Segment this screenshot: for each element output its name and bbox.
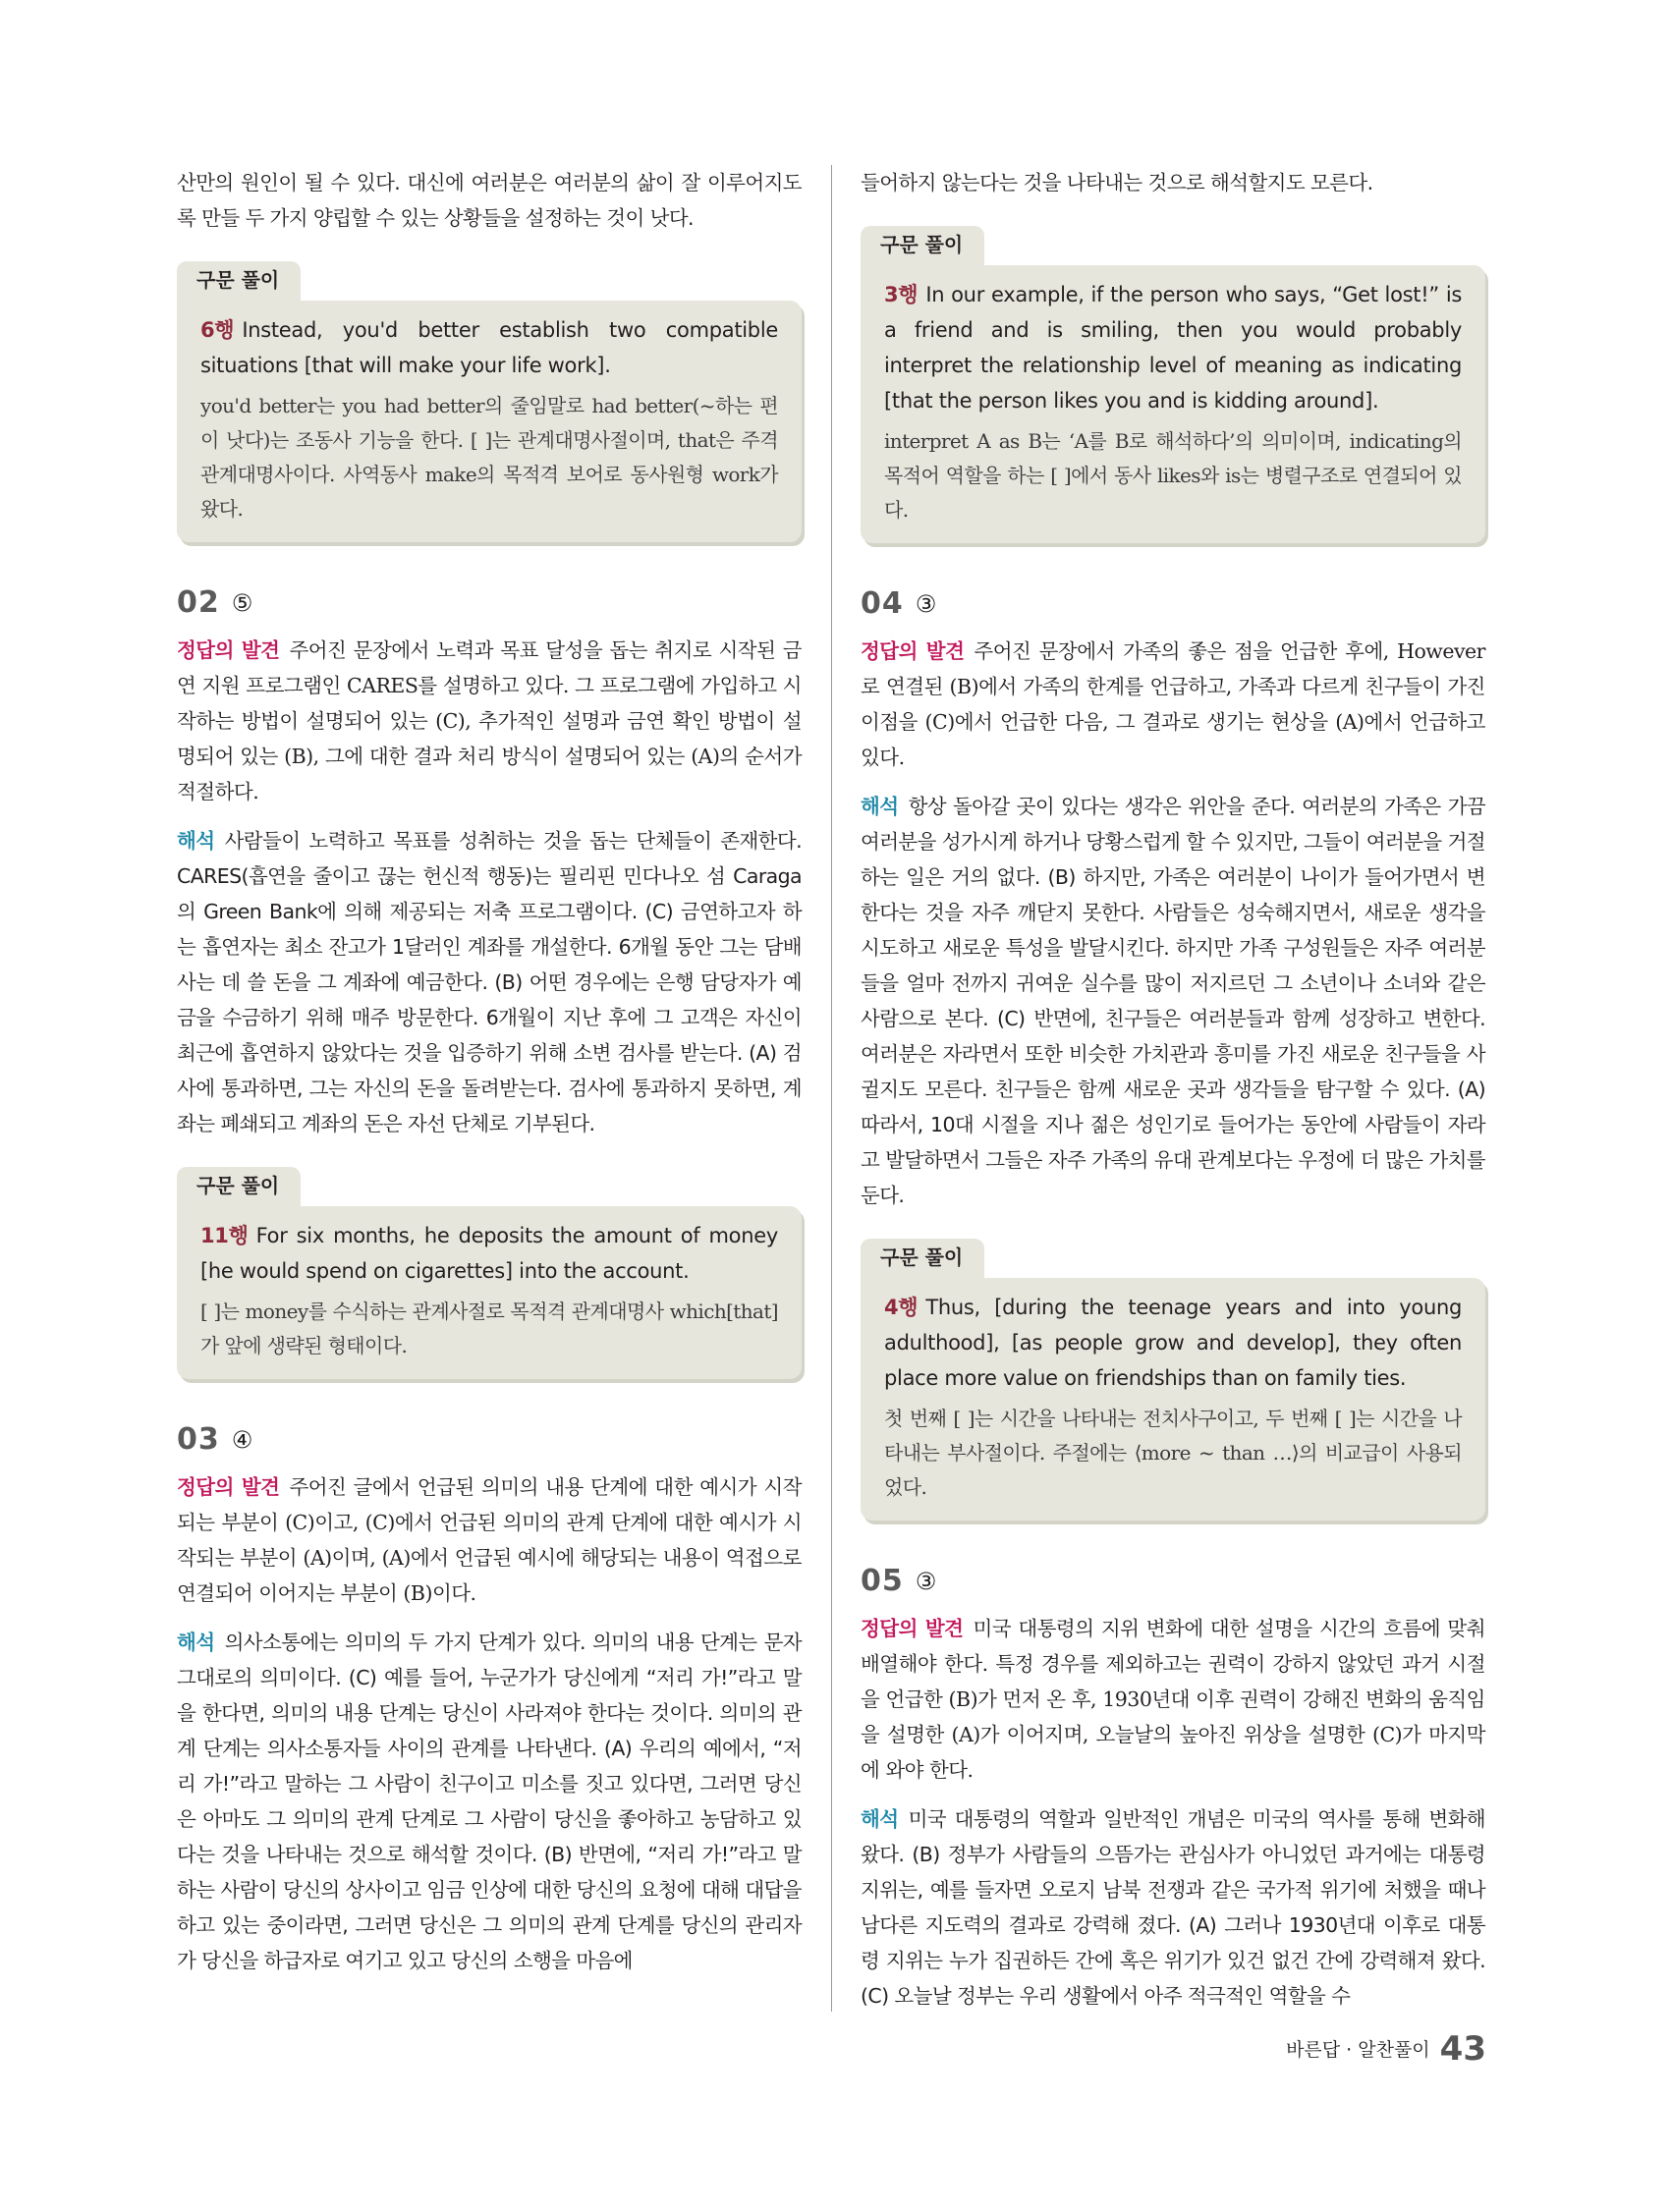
syntax-box-body: [177, 301, 802, 542]
line-ref: 6행: [200, 318, 235, 342]
syntax-korean: 첫 번째 [ ]는 시간을 나타내는 전치사구이고, 두 번째 [ ]는 시간을 나타내는 부사절이다. 주절에는 ⟨more ~ than …⟩의 비교급이 사용되었다.: [884, 1407, 1462, 1499]
syntax-english: 3행 In our example, if the person who says, “Get lost!” is a friend and is smiling, then you would probably interpret the relationship level of meaning as indicating [that the person likes you and is kidding around].: [884, 283, 1462, 413]
syntax-box-title: 구문 풀이: [861, 1239, 984, 1278]
syntax-korean: interpret A as B는 ‘A를 B로 해석하다’의 의미이며, indicating의 목적어 역할을 하는 [ ]에서 동사 likes와 is는 병렬구조로 연결되어 있다.: [884, 429, 1462, 522]
answer-explanation: 정답의 발견 미국 대통령의 지위 변화에 대한 설명을 시간의 흐름에 맞춰 배열해야 한다. 특정 경우를 제외하고는 권력이 강하지 않았던 과거 시절을 언급한 (B)가 먼저 온 후, 1930년대 이후 권력이 강해진 변화의 움직임을 설명한 (A)가 이어지며, 오늘날의 높아진 위상을 설명한 (C)가 마지막에 와야 한다.: [861, 1617, 1486, 1782]
syntax-english: 6행 Instead, you'd better establish two compatible situations [that will make your life work].: [200, 318, 778, 377]
syntax-english: 4행 Thus, [during the teenage years and into young adulthood], [as people grow and develop], they often place more value on friendships than on family ties.: [884, 1296, 1462, 1390]
question-answer: ③: [915, 589, 937, 618]
question-number: 03: [177, 1422, 220, 1457]
syntax-box-body: [861, 1278, 1485, 1521]
question-header-02: [177, 585, 802, 625]
question-answer: ④: [231, 1425, 253, 1454]
question-header-04: [861, 586, 1485, 626]
answer-explanation: 정답의 발견 주어진 문장에서 가족의 좋은 점을 언급한 후에, However로 연결된 (B)에서 가족의 한계를 언급하고, 가족과 다르게 친구들이 가진 이점을 (C)에서 언급한 다음, 그 결과로 생기는 현상을 (A)에서 언급하고 있다.: [861, 639, 1485, 769]
syntax-box-1: [177, 261, 802, 542]
question-number: 05: [861, 1564, 904, 1598]
syntax-box-3: [861, 226, 1485, 543]
footer-label: 바른답 · 알찬풀이: [1286, 2039, 1430, 2061]
syntax-korean: [ ]는 money를 수식하는 관계사절로 목적격 관계대명사 which[that]가 앞에 생략된 형태이다.: [200, 1300, 778, 1357]
answer-explanation: 정답의 발견 주어진 문장에서 노력과 목표 달성을 돕는 취지로 시작된 금연 지원 프로그램인 CARES를 설명하고 있다. 그 프로그램에 가입하고 시작하는 방법이 설명되어 있는 (C), 추가적인 설명과 금연 확인 방법이 설명되어 있는 (B), 그에 대한 결과 처리 방식이 설명되어 있는 (A)의 순서가 적절하다.: [177, 638, 803, 803]
translation-label: 해석: [177, 829, 215, 853]
translation: 해석 항상 돌아갈 곳이 있다는 생각은 위안을 준다. 여러분의 가족은 가끔 여러분을 성가시게 하거나 당황스럽게 할 수 있지만, 그들이 여러분을 거절하는 일은 거의 없다. (B) 하지만, 가족은 여러분이 나이가 들어가면서 변한다는 것을 자주 깨닫지 못한다. 사람들은 성숙해지면서, 새로운 생각을 시도하고 새로운 특성을 발달시킨다. 하지만 가족 구성원들은 자주 여러분들을 얼마 전까지 귀여운 실수를 많이 저지르던 그 소년이나 소녀와 같은 사람으로 본다. (C) 반면에, 친구들은 여러분들과 함께 성장하고 변한다. 여러분은 자라면서 또한 비슷한 가치관과 흥미를 가진 새로운 친구들을 사귈지도 모른다. 친구들은 함께 새로운 곳과 생각들을 탐구할 수 있다. (A) 따라서, 10대 시절을 지나 젊은 성인기로 들어가는 동안에 사람들이 자라고 발달하면서 그들은 자주 가족의 유대 관계보다는 우정에 더 많은 가치를 둔다.: [861, 795, 1485, 1207]
left-intro: 산만의 원인이 될 수 있다. 대신에 여러분은 여러분의 삶이 잘 이루어지도록 만들 두 가지 양립할 수 있는 상황들을 설정하는 것이 낫다.: [177, 171, 802, 230]
question-header-03: [177, 1422, 802, 1462]
syntax-box-4: [861, 1239, 1485, 1521]
answer-label: 정답의 발견: [177, 1475, 280, 1499]
right-column: [861, 165, 1485, 2014]
line-ref: 4행: [884, 1296, 919, 1319]
question-header-05: [861, 1564, 1485, 1603]
page-footer: [1286, 2029, 1486, 2069]
answer-explanation: 정답의 발견 주어진 글에서 언급된 의미의 내용 단계에 대한 예시가 시작되는 부분이 (C)이고, (C)에서 언급된 의미의 관계 단계에 대한 예시가 시작되는 부분이 (A)이며, (A)에서 언급된 예시에 해당되는 내용이 역접으로 연결되어 이어지는 부분이 (B)이다.: [177, 1475, 803, 1605]
question-answer: ⑤: [231, 588, 253, 617]
question-answer: ③: [915, 1567, 937, 1595]
syntax-box-body: [177, 1206, 802, 1379]
syntax-box-title: 구문 풀이: [861, 226, 984, 265]
syntax-box-title: 구문 풀이: [177, 261, 301, 301]
line-ref: 11행: [200, 1224, 249, 1247]
question-number: 04: [861, 586, 904, 621]
syntax-box-2: [177, 1167, 802, 1379]
syntax-box-title: 구문 풀이: [177, 1167, 301, 1206]
line-ref: 3행: [884, 283, 919, 306]
answer-label: 정답의 발견: [177, 638, 280, 662]
question-number: 02: [177, 585, 220, 620]
translation: 해석 미국 대통령의 역할과 일반적인 개념은 미국의 역사를 통해 변화해 왔다. (B) 정부가 사람들의 으뜸가는 관심사가 아니었던 과거에는 대통령 지위는, 예를 들자면 오로지 남북 전쟁과 같은 국가적 위기에 처했을 때나 남다른 지도력의 결과로 강력해 졌다. (A) 그러나 1930년대 이후로 대통령 지위는 누가 집권하든 간에 혹은 위기가 있건 없건 간에 강력해져 왔다. (C) 오늘날 정부는 우리 생활에서 아주 적극적인 역할을 수: [861, 1807, 1485, 2008]
right-intro: 들어하지 않는다는 것을 나타내는 것으로 해석할지도 모른다.: [861, 171, 1373, 194]
translation: 해석 의사소통에는 의미의 두 가지 단계가 있다. 의미의 내용 단계는 문자 그대로의 의미이다. (C) 예를 들어, 누군가가 당신에게 “저리 가!”라고 말을 한다면, 의미의 내용 단계는 당신이 사라져야 한다는 것이다. 의미의 관계 단계는 의사소통자들 사이의 관계를 나타낸다. (A) 우리의 예에서, “저리 가!”라고 말하는 그 사람이 친구이고 미소를 짓고 있다면, 그러면 당신은 아마도 그 의미의 관계 단계로 그 사람이 당신을 좋아하고 농담하고 있다는 것을 나타내는 것으로 해석할 것이다. (B) 반면에, “저리 가!”라고 말하는 사람이 당신의 상사이고 임금 인상에 대한 당신의 요청에 대해 대답을 하고 있는 중이라면, 그러면 당신은 그 의미의 관계 단계를 당신의 관리자가 당신을 하급자로 여기고 있고 당신의 소행을 마음에: [177, 1631, 802, 1972]
column-divider: [831, 165, 832, 2012]
left-column: [177, 165, 802, 1978]
syntax-english: 11행 For six months, he deposits the amount of money [he would spend on cigarettes] into the account.: [200, 1224, 778, 1283]
translation-label: 해석: [861, 1807, 899, 1831]
translation-label: 해석: [861, 795, 899, 818]
translation-label: 해석: [177, 1631, 215, 1654]
answer-label: 정답의 발견: [861, 639, 965, 663]
syntax-box-body: [861, 265, 1485, 543]
syntax-korean: you'd better는 you had better의 줄임말로 had better(~하는 편이 낫다)는 조동사 기능을 한다. [ ]는 관계대명사절이며, that은 주격 관계대명사이다. 사역동사 make의 목적격 보어로 동사원형 work가 왔다.: [200, 394, 778, 521]
page-number: 43: [1439, 2029, 1486, 2069]
answer-label: 정답의 발견: [861, 1617, 964, 1640]
translation: 해석 사람들이 노력하고 목표를 성취하는 것을 돕는 단체들이 존재한다. CARES(흡연을 줄이고 끊는 헌신적 행동)는 필리핀 민다나오 섬 Caraga의 Green Bank에 의해 제공되는 저축 프로그램이다. (C) 금연하고자 하는 흡연자는 최소 잔고가 1달러인 계좌를 개설한다. 6개월 동안 그는 담배 사는 데 쓸 돈을 그 계좌에 예금한다. (B) 어떤 경우에는 은행 담당자가 예금을 수금하기 위해 매주 방문한다. 6개월이 지난 후에 그 고객은 자신이 최근에 흡연하지 않았다는 것을 입증하기 위해 소변 검사를 받는다. (A) 검사에 통과하면, 그는 자신의 돈을 돌려받는다. 검사에 통과하지 못하면, 계좌는 폐쇄되고 계좌의 돈은 자선 단체로 기부된다.: [177, 829, 802, 1135]
